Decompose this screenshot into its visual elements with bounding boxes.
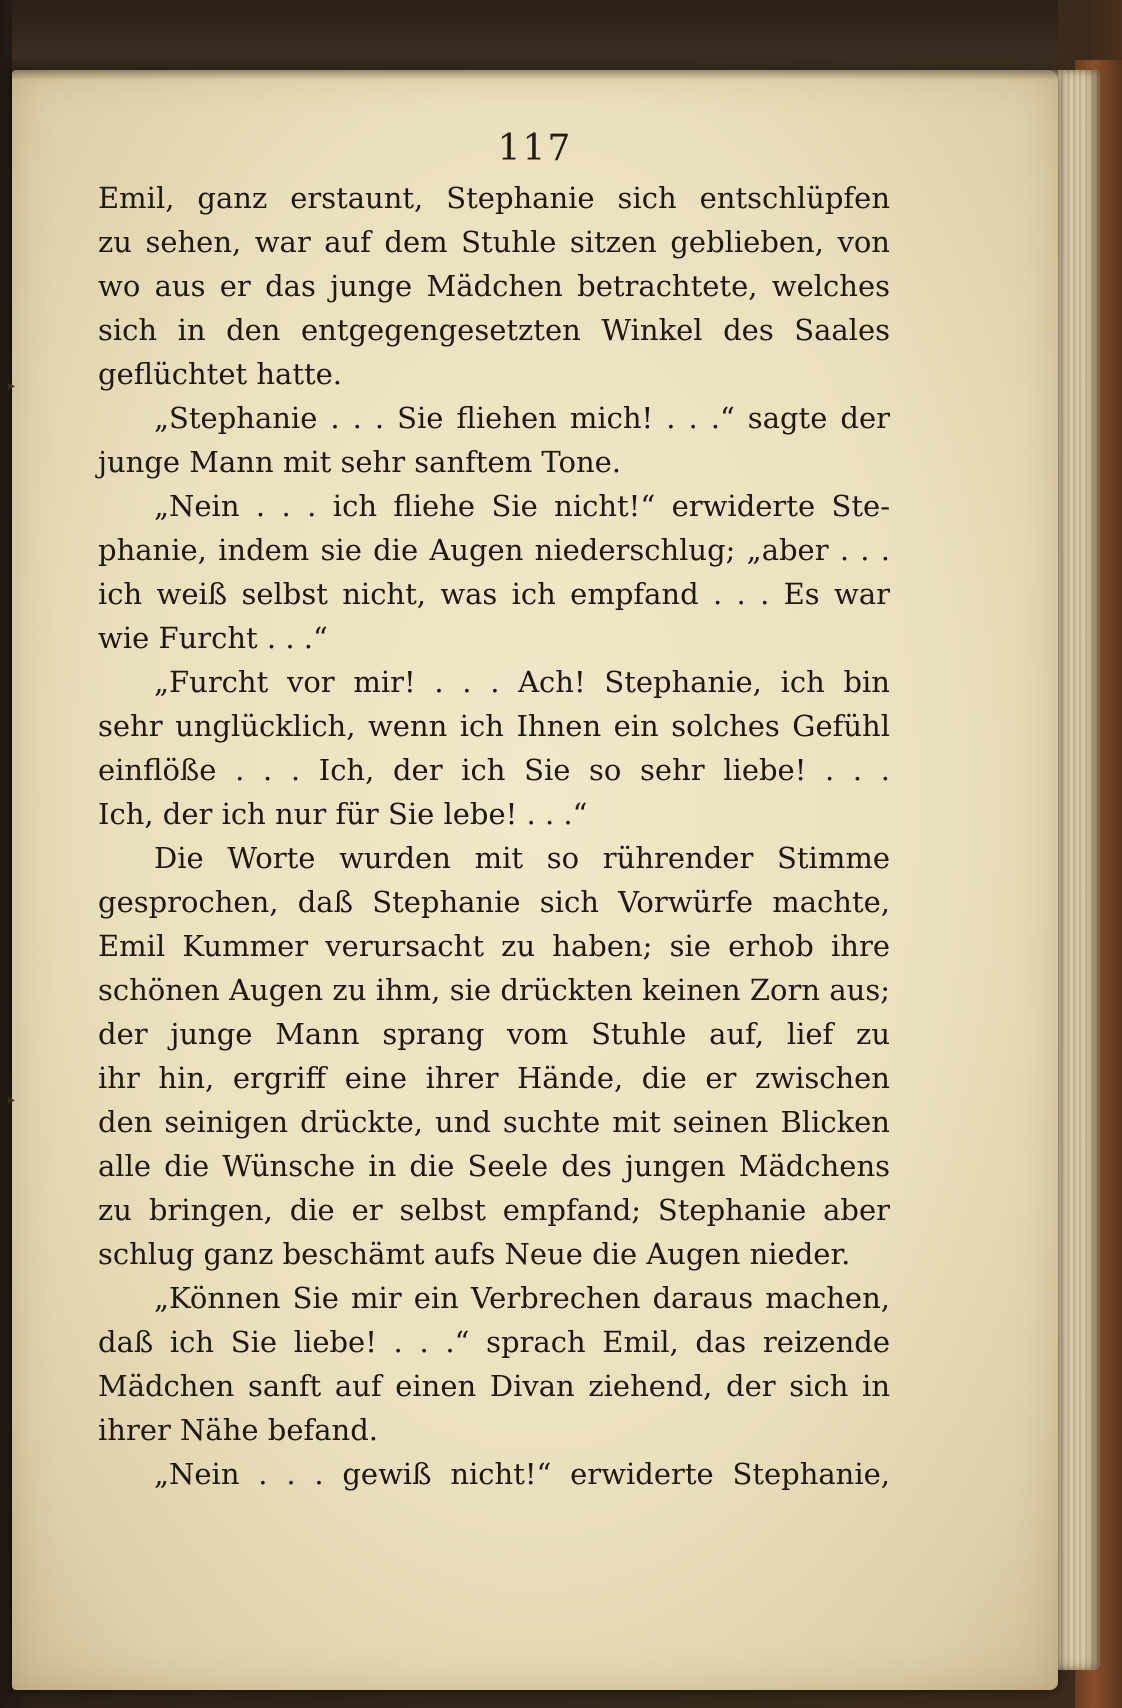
top-binding-shadow xyxy=(12,0,1058,80)
book-page xyxy=(12,70,1058,1690)
text-line: Emil Kummer verursacht zu haben; sie erhob ihre xyxy=(98,929,890,963)
text-line: den seinigen drückte, und suchte mit seinen Blicken xyxy=(98,1105,890,1139)
text-line: Die Worte wurden mit so rührender Stimme xyxy=(154,841,890,875)
text-line: der junge Mann sprang vom Stuhle auf, lief zu xyxy=(98,1017,890,1051)
text-line: sich in den entgegengesetzten Winkel des Saales xyxy=(98,313,890,347)
text-line: Mädchen sanft auf einen Divan ziehend, der sich in xyxy=(98,1369,890,1403)
margin-mark-icon: ▸ xyxy=(8,379,16,394)
text-line: ihrer Nähe befand. xyxy=(98,1413,378,1447)
text-line: phanie, indem sie die Augen niederschlug; „aber . . . xyxy=(98,533,890,567)
text-line: wie Furcht . . .“ xyxy=(98,621,328,655)
text-line: ihr hin, ergriff eine ihrer Hände, die er zwischen xyxy=(98,1061,890,1095)
margin-mark-icon: ▸ xyxy=(8,1093,16,1108)
text-line: sehr unglücklich, wenn ich Ihnen ein solches Gefühl xyxy=(98,709,890,743)
text-line: junge Mann mit sehr sanftem Tone. xyxy=(98,445,622,479)
text-line: gesprochen, daß Stephanie sich Vorwürfe machte, xyxy=(98,885,890,919)
text-line: „Können Sie mir ein Verbrechen daraus machen, xyxy=(154,1281,890,1315)
text-line: „Furcht vor mir! . . . Ach! Stephanie, ich bin xyxy=(154,665,890,699)
text-line: alle die Wünsche in die Seele des jungen Mädchens xyxy=(98,1149,890,1183)
text-line: schönen Augen zu ihm, sie drückten keinen Zorn aus; xyxy=(98,973,890,1007)
text-line: ich weiß selbst nicht, was ich empfand . . . Es war xyxy=(98,577,890,611)
text-block xyxy=(98,176,890,1496)
text-line: einflöße . . . Ich, der ich Sie so sehr liebe! . . . xyxy=(98,753,890,787)
text-line: Ich, der ich nur für Sie lebe! . . .“ xyxy=(98,797,588,831)
text-line: daß ich Sie liebe! . . .“ sprach Emil, das reizende xyxy=(98,1325,890,1359)
text-line: schlug ganz beschämt aufs Neue die Augen nieder. xyxy=(98,1237,851,1271)
text-line: wo aus er das junge Mädchen betrachtete, welches xyxy=(98,269,890,303)
text-line: Emil, ganz erstaunt, Stephanie sich entschlüpfen xyxy=(98,181,890,215)
text-line: geflüchtet hatte. xyxy=(98,357,343,391)
text-line: zu bringen, die er selbst empfand; Stephanie aber xyxy=(98,1193,890,1227)
text-line: „Nein . . . gewiß nicht!“ erwiderte Stephanie, xyxy=(154,1457,890,1491)
text-line: „Nein . . . ich fliehe Sie nicht!“ erwiderte Ste- xyxy=(154,489,890,523)
text-line: „Stephanie . . . Sie fliehen mich! . . .“ sagte der xyxy=(154,401,890,435)
page-number: 117 xyxy=(497,128,573,169)
text-line: zu sehen, war auf dem Stuhle sitzen geblieben, von xyxy=(98,225,890,259)
